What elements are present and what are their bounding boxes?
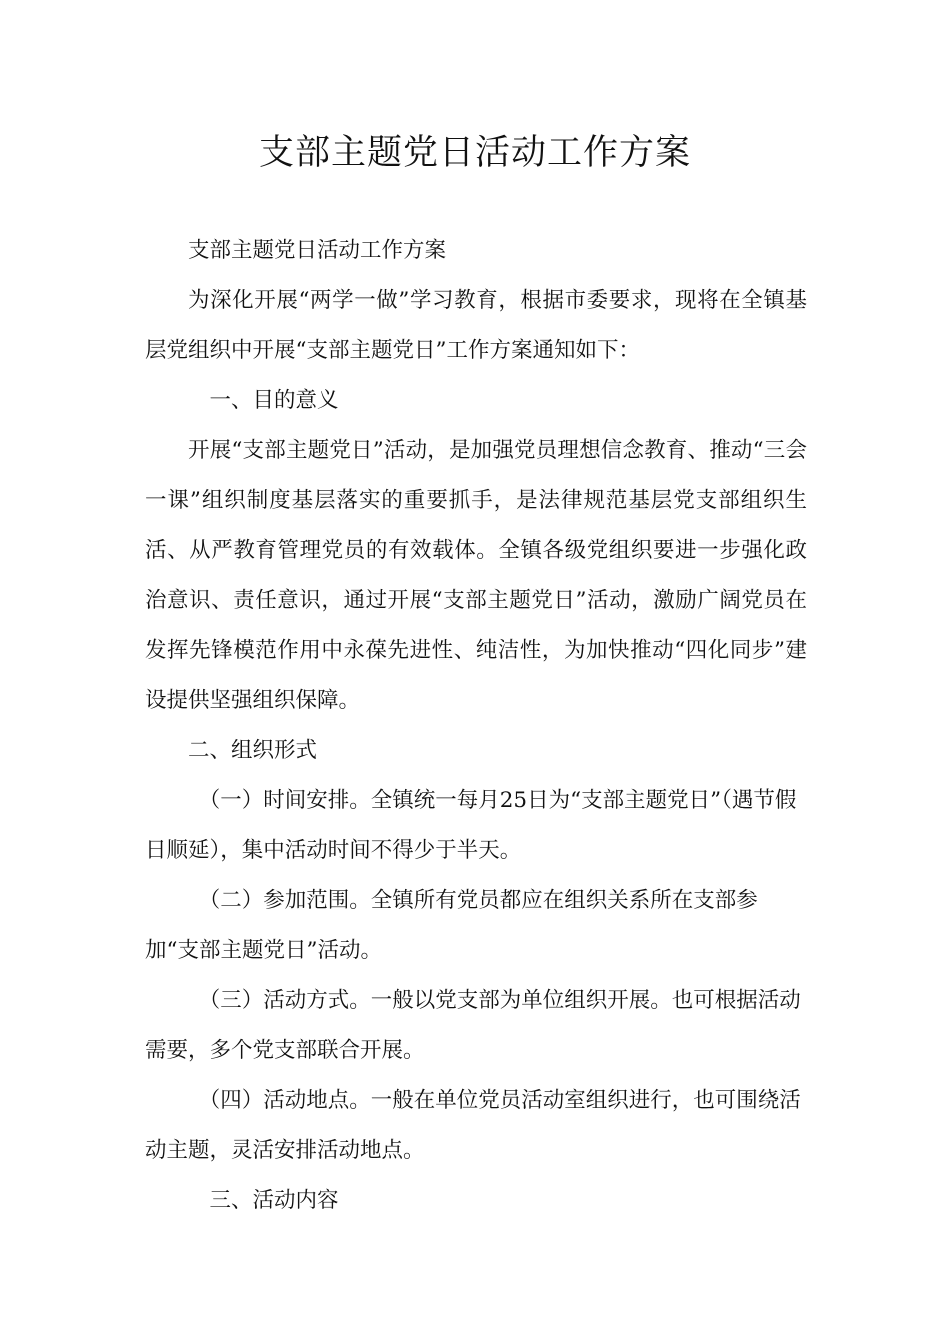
document-title: 支部主题党日活动工作方案 [258,133,691,173]
paragraph-purpose: 开展“支部主题党日”活动，是加强党员理想信念教育、推动“三会一课”组织制度基层落实的重要抓手，是法律规范基层党支部组织生活、从严教育管理党员的有效载体。全镇各级党组织要进一步强化政治意识、责任意识，通过开展“支部主题党日”活动，激励广阔党员在发挥先锋模范作用中永葆先进性、纯洁性，为加快推动“四化同步”建设提供坚强组织保障。 [145,438,807,713]
paragraph-location: （四）活动地点。一般在单位党员活动室组织进行，也可围绕活动主题，灵活安排活动地点。 [145,1088,801,1163]
section-heading-1: 一、目的意义 [209,388,339,413]
paragraph-intro: 为深化开展“两学一做”学习教育，根据市委要求，现将在全镇基层党组织中开展“支部主题党日”工作方案通知如下： [145,288,807,363]
section-heading-3: 三、活动内容 [209,1188,339,1213]
document-body [145,226,807,1226]
paragraph-scope: （二）参加范围。全镇所有党员都应在组织关系所在支部参加“支部主题党日”活动。 [145,888,758,963]
section-heading-2: 二、组织形式 [188,738,318,763]
paragraph-subtitle: 支部主题党日活动工作方案 [188,238,447,263]
paragraph-time: （一）时间安排。全镇统一每月25日为“支部主题党日”（遇节假日顺延），集中活动时间不得少于半天。 [145,788,797,863]
paragraph-method: （三）活动方式。一般以党支部为单位组织开展。也可根据活动需要，多个党支部联合开展。 [145,988,801,1063]
